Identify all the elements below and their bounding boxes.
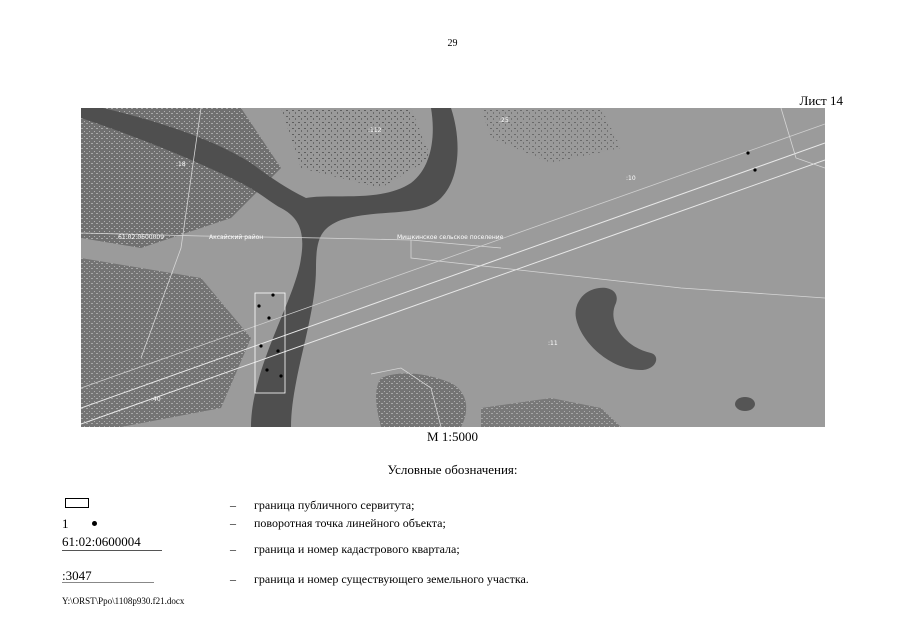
cadastral-quarter-sample: 61:02:0600004 bbox=[62, 534, 141, 549]
map-label-parcel: :25 bbox=[499, 117, 509, 124]
legend-symbol bbox=[62, 534, 222, 560]
map-label-parcel: :112 bbox=[368, 127, 382, 134]
map-label-district: Аксайский район bbox=[209, 234, 264, 241]
legend-symbol bbox=[62, 570, 222, 590]
legend-dash: – bbox=[230, 498, 236, 512]
legend-text: граница публичного сервитута; bbox=[254, 498, 415, 512]
servitude-boundary-icon bbox=[65, 498, 89, 508]
turning-point bbox=[279, 374, 282, 377]
legend-item-land-parcel bbox=[62, 570, 842, 590]
turning-point bbox=[257, 304, 260, 307]
map-label-parcel: :10 bbox=[626, 175, 636, 182]
legend-item-turning-point bbox=[62, 514, 842, 534]
legend-symbol bbox=[62, 514, 222, 534]
legend-item-servitude bbox=[62, 496, 842, 516]
legend-title: Условные обозначения: bbox=[387, 462, 518, 477]
map-label-parcel: :40 bbox=[151, 396, 161, 403]
legend-text: поворотная точка линейного объекта; bbox=[254, 516, 446, 530]
turning-point bbox=[259, 344, 262, 347]
legend-dash: – bbox=[230, 516, 236, 530]
legend-dash: – bbox=[230, 572, 236, 586]
legend-text: граница и номер существующего земельного участка. bbox=[254, 572, 529, 586]
footer-file-path: Y:\ORST\Ppo\1108p930.f21.docx bbox=[62, 596, 185, 606]
cadastral-map[interactable] bbox=[81, 108, 825, 427]
map-svg bbox=[81, 108, 825, 427]
turning-point bbox=[265, 368, 268, 371]
legend-item-cadastral-quarter bbox=[62, 534, 842, 560]
turning-point bbox=[753, 168, 756, 171]
legend-dash: – bbox=[230, 542, 236, 556]
land-parcel-sample: :3047 bbox=[62, 568, 92, 583]
land-parcel-line-icon bbox=[62, 582, 154, 583]
turning-point-icon bbox=[92, 521, 97, 526]
turning-point bbox=[267, 316, 270, 319]
turning-point-number: 1 bbox=[62, 516, 69, 531]
turning-point bbox=[746, 151, 749, 154]
turning-point bbox=[276, 349, 279, 352]
map-label-settlement: Мишкинское сельское поселение bbox=[397, 234, 504, 241]
page-number: 29 bbox=[447, 38, 458, 49]
legend-text: граница и номер кадастрового квартала; bbox=[254, 542, 460, 556]
map-label-parcel: :18 bbox=[176, 161, 186, 168]
cadastral-quarter-line-icon bbox=[62, 550, 162, 551]
map-label-parcel: :11 bbox=[548, 340, 558, 347]
map-label-quarter: 61:02:0600009 bbox=[118, 234, 165, 241]
scale-label: М 1:5000 bbox=[427, 429, 478, 444]
legend-symbol bbox=[62, 496, 222, 516]
turning-point bbox=[271, 293, 274, 296]
dark-patch-small bbox=[735, 397, 755, 411]
sheet-label: Лист 14 bbox=[799, 93, 843, 108]
